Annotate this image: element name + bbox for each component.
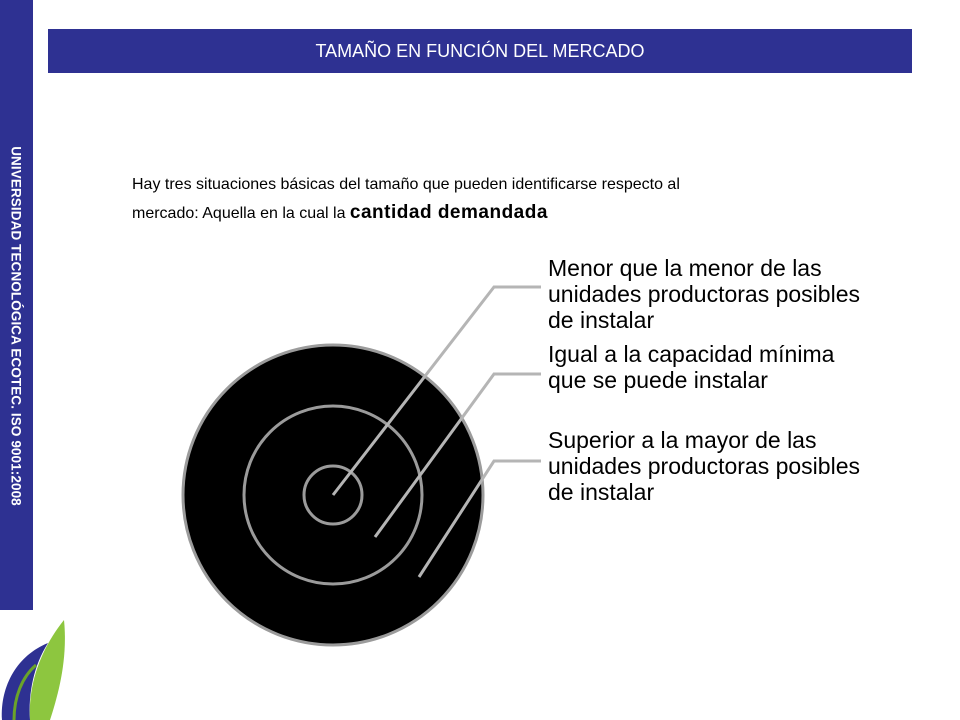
label-greater: Superior a la mayor de las unidades productoras posibles de instalar xyxy=(548,427,860,505)
institution-label: UNIVERSIDAD TECNOLÓGICA ECOTEC. ISO 9001:2008 xyxy=(8,146,24,506)
label-smaller: Menor que la menor de las unidades productoras posibles de instalar xyxy=(548,255,860,333)
intro-emphasis: cantidad demandada xyxy=(349,202,548,223)
slide-title: TAMAÑO EN FUNCIÓN DEL MERCADO xyxy=(48,29,912,73)
intro-text: Hay tres situaciones básicas del tamaño que pueden identificarse respecto al mercado: Aquella en la cual la xyxy=(132,176,680,222)
label-equal: Igual a la capacidad mínima que se puede instalar xyxy=(548,341,835,393)
